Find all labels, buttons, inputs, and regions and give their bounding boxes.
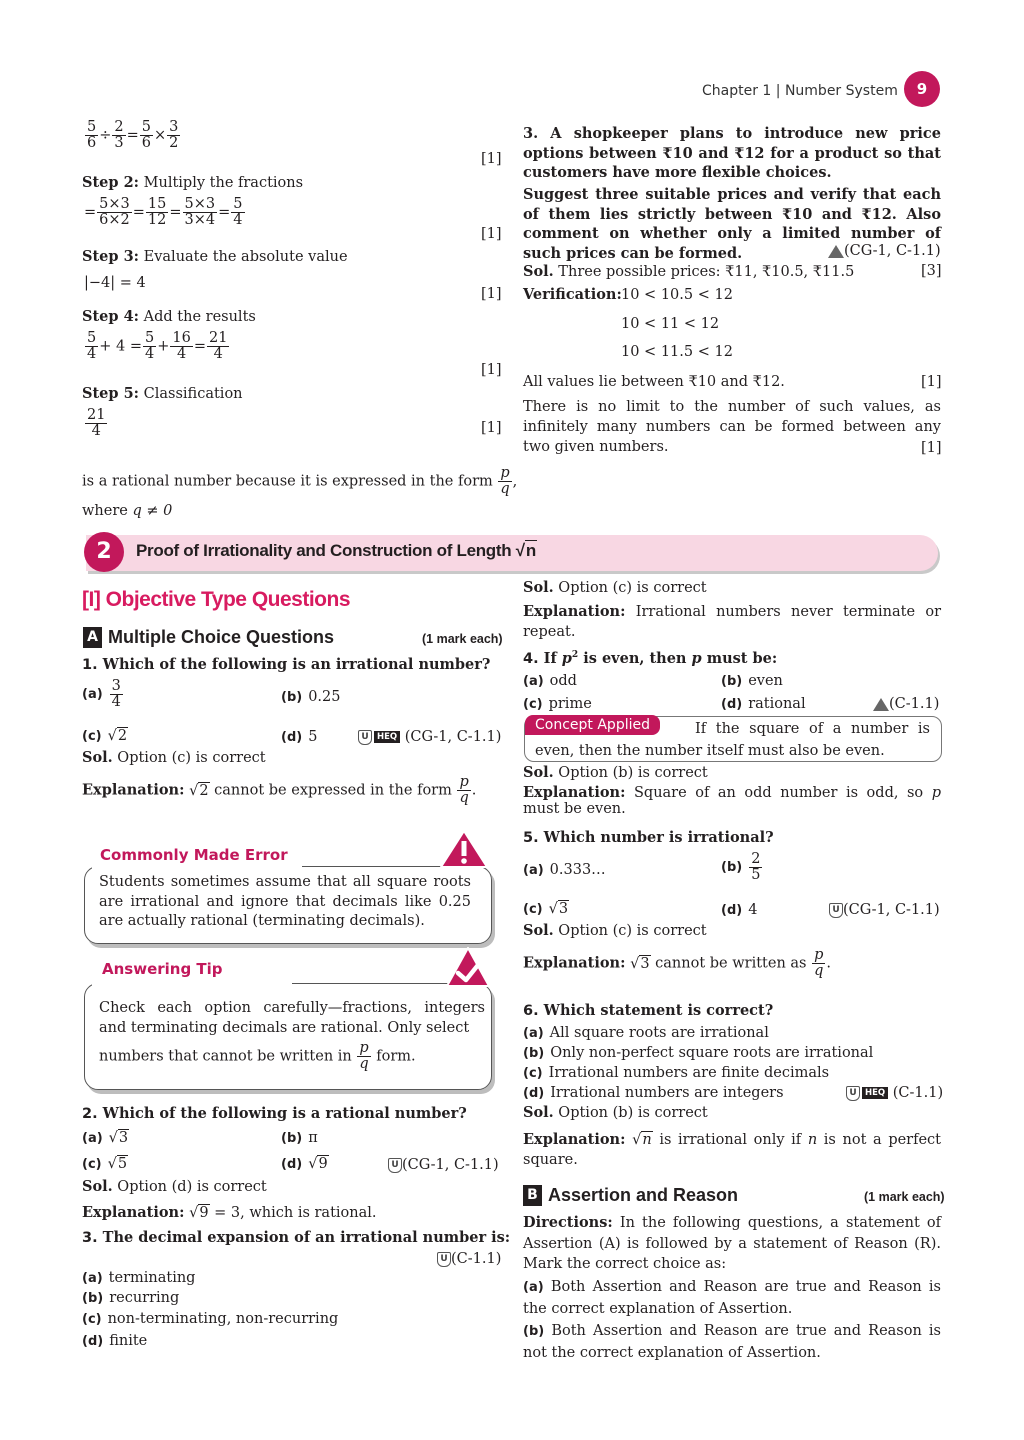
q2-solution: Sol. Option (d) is correct bbox=[82, 1178, 267, 1195]
verification-3: 10 < 11.5 < 12 bbox=[621, 344, 733, 360]
q2-text: 2. Which of the following is a rational number? bbox=[82, 1105, 467, 1122]
cme-title: Commonly Made Error bbox=[100, 846, 288, 864]
concept-applied-label: Concept Applied bbox=[525, 715, 660, 735]
verification-label: Verification: bbox=[523, 286, 622, 303]
analysis-badge-icon bbox=[828, 245, 844, 258]
q5-text: 5. Which number is irrational? bbox=[523, 829, 774, 846]
abs-value-equation: |−4| = 4 bbox=[84, 275, 146, 291]
q3-top-tag: (CG-1, C-1.1) bbox=[828, 243, 941, 259]
q6-option-b[interactable]: (b) Only non-perfect square roots are irrational bbox=[523, 1045, 874, 1061]
q5-explanation: Explanation: √3 cannot be written as $\frac{p}{q}$ . bbox=[523, 947, 832, 980]
mark: [1] bbox=[481, 420, 502, 436]
ar-marks: (1 mark each) bbox=[864, 1190, 945, 1204]
ar-letter-badge: B bbox=[523, 1185, 542, 1206]
q1-explanation: Explanation: √2 cannot be expressed in the form $\frac{p}{q}$ . bbox=[82, 774, 477, 807]
q3-option-d[interactable]: (d) finite bbox=[82, 1333, 148, 1349]
tip-text: Check each option carefully—fractions, integers and terminating decimals are rational. Only select bbox=[99, 1000, 485, 1036]
q4-explanation: Explanation: Square of an odd number is odd, so p must be even. bbox=[523, 784, 941, 817]
q3-top-solution: Sol. Three possible prices: ₹11, ₹10.5, ₹11.5 bbox=[523, 263, 855, 280]
q4-option-d[interactable]: (d) rational bbox=[721, 696, 806, 712]
concept-applied-text: If the square of a number is even, then the number itself must also be even. bbox=[535, 721, 930, 759]
ar-option-b[interactable]: (b) Both Assertion and Reason are true and Reason is not the correct explanation of Assertion. bbox=[523, 1323, 941, 1361]
q5-option-c[interactable]: (c) √3 bbox=[523, 901, 569, 917]
q5-tag: U (CG-1, C-1.1) bbox=[829, 902, 940, 918]
all-values-text: All values lie between ₹10 and ₹12. bbox=[523, 374, 785, 390]
q2-option-d[interactable]: (d) √9 bbox=[281, 1156, 328, 1172]
page-number: 9 bbox=[916, 80, 928, 98]
q2-explanation: Explanation: √9 = 3, which is rational. bbox=[82, 1204, 377, 1221]
section-title: Proof of Irrationality and Construction of Length √n bbox=[136, 541, 536, 560]
q2-option-c[interactable]: (c) √5 bbox=[82, 1156, 128, 1172]
q4-option-c[interactable]: (c) prime bbox=[523, 696, 592, 712]
cme-text: Students sometimes assume that all square roots are irrational and ignore that decimals like 0.25 are actually rational (terminating decimals). bbox=[99, 874, 471, 929]
q1-option-c[interactable]: (c) √2 bbox=[82, 728, 128, 744]
q5-option-a[interactable]: (a) 0.333… bbox=[523, 862, 606, 878]
tip-title: Answering Tip bbox=[102, 960, 223, 978]
understanding-badge-icon: U bbox=[388, 1158, 402, 1173]
understanding-badge-icon: U bbox=[829, 903, 843, 918]
q3-option-b[interactable]: (b) recurring bbox=[82, 1290, 180, 1306]
understanding-badge-icon: U bbox=[358, 730, 372, 745]
mcq-marks: (1 mark each) bbox=[422, 632, 503, 646]
q4-option-b[interactable]: (b) even bbox=[721, 673, 783, 689]
checkmark-icon bbox=[446, 947, 490, 987]
heq-badge: HEQ bbox=[862, 1087, 888, 1099]
chapter-title: Chapter 1 | Number System bbox=[702, 83, 898, 99]
verification-2: 10 < 11 < 12 bbox=[621, 316, 720, 332]
q3-top-text-2: Suggest three suitable prices and verify that each of them lies strictly between ₹10 and ₹12. Also comment on whether only a limited number of such prices can be formed. bbox=[523, 186, 941, 262]
mark: [1] bbox=[921, 440, 942, 456]
mark: [3] bbox=[921, 263, 942, 279]
objective-heading: [I] Objective Type Questions bbox=[82, 588, 351, 611]
q2-option-a[interactable]: (a) √3 bbox=[82, 1130, 129, 1146]
q3-option-a[interactable]: (a) terminating bbox=[82, 1270, 196, 1286]
q6-option-c[interactable]: (c) Irrational numbers are finite decimals bbox=[523, 1065, 830, 1081]
fraction-21-4: $\frac{21}{4}$ bbox=[87, 407, 106, 440]
q4-text: 4. If $p^2$ is even, then p must be: bbox=[523, 650, 778, 667]
heq-badge: HEQ bbox=[374, 731, 400, 743]
understanding-badge-icon: U bbox=[437, 1252, 451, 1267]
mcq-heading: Multiple Choice Questions bbox=[108, 627, 335, 647]
q5-option-d[interactable]: (d) 4 bbox=[721, 902, 758, 918]
ar-option-a[interactable]: (a) Both Assertion and Reason are true and Reason is the correct explanation of Assertion. bbox=[523, 1279, 942, 1317]
section-number: 2 bbox=[96, 539, 112, 564]
warning-triangle-icon bbox=[440, 830, 488, 868]
mark: [1] bbox=[481, 362, 502, 378]
q3-text: 3. The decimal expansion of an irrational number is: bbox=[82, 1229, 511, 1246]
mark: [1] bbox=[481, 151, 502, 167]
step-5: Step 5: Classification bbox=[82, 385, 243, 402]
q3-tag: U (C-1.1) bbox=[437, 1251, 501, 1267]
q6-option-a[interactable]: (a) All square roots are irrational bbox=[523, 1025, 769, 1041]
q1-option-d[interactable]: (d) 5 bbox=[281, 729, 318, 745]
mcq-letter-badge: A bbox=[83, 627, 102, 648]
page-number-badge bbox=[904, 71, 940, 107]
q6-option-d[interactable]: (d) Irrational numbers are integers bbox=[523, 1085, 784, 1101]
q1-text: 1. Which of the following is an irrational number? bbox=[82, 656, 491, 673]
equation-step-4: $\frac{5}{4}$ + 4 = $\frac{5}{4}$ + $\frac{16}{4}$ = $\frac{21}{4}$ bbox=[87, 330, 228, 363]
q3-top-text: 3. A shopkeeper plans to introduce new price options between ₹10 and ₹12 for a product so that customers have more flexible choices. bbox=[523, 125, 941, 181]
where-statement: where q ≠ 0 bbox=[82, 503, 173, 519]
equation-step-2: = $\frac{5\times 3}{6\times 2}$ = $\frac{15}{12}$ = $\frac{5\times 3}{3\times 4}$ = $\frac{5}{4}$ bbox=[84, 196, 243, 229]
understanding-badge-icon: U bbox=[846, 1086, 860, 1101]
q6-explanation: Explanation: √n is irrational only if n is not a perfect square. bbox=[523, 1131, 942, 1168]
mark: [1] bbox=[481, 286, 502, 302]
q1-option-b[interactable]: (b) 0.25 bbox=[281, 689, 341, 705]
q4-option-a[interactable]: (a) odd bbox=[523, 673, 577, 689]
q3-explanation-right: Explanation: Irrational numbers never terminate or repeat. bbox=[523, 603, 942, 640]
step-4: Step 4: Add the results bbox=[82, 308, 256, 325]
q6-text: 6. Which statement is correct? bbox=[523, 1002, 774, 1019]
section-number-badge bbox=[84, 532, 124, 572]
q2-tag: U (CG-1, C-1.1) bbox=[388, 1157, 499, 1173]
q4-solution: Sol. Option (b) is correct bbox=[523, 764, 708, 781]
verification-1: 10 < 10.5 < 12 bbox=[621, 287, 733, 303]
q1-tag: U HEQ (CG-1, C-1.1) bbox=[358, 729, 501, 745]
q3-solution-right: Sol. Option (c) is correct bbox=[523, 579, 707, 596]
equation-step-1: $\frac{5}{6}$ ÷ $\frac{2}{3}$ = $\frac{5}{6}$ × $\frac{3}{2}$ bbox=[87, 119, 179, 152]
no-limit-text: There is no limit to the number of such values, as infinitely many numbers can be formed between any two given numbers. bbox=[523, 399, 941, 455]
q5-solution: Sol. Option (c) is correct bbox=[523, 922, 707, 939]
analysis-badge-icon bbox=[873, 698, 889, 711]
step-2: Step 2: Multiply the fractions bbox=[82, 174, 304, 191]
q6-solution: Sol. Option (b) is correct bbox=[523, 1104, 708, 1121]
ar-directions: Directions: In the following questions, a statement of Assertion (A) is followed by a statement of Reason (R). Mark the correct choice as: bbox=[523, 1214, 942, 1272]
q2-option-b[interactable]: (b) π bbox=[281, 1130, 318, 1146]
q3-option-c[interactable]: (c) non-terminating, non-recurring bbox=[82, 1311, 339, 1327]
q1-solution: Sol. Option (c) is correct bbox=[82, 749, 266, 766]
q1-option-a[interactable]: (a) $\frac{3}{4}$ bbox=[82, 678, 121, 711]
mark: [1] bbox=[481, 226, 502, 242]
q6-tag: U HEQ (C-1.1) bbox=[846, 1085, 943, 1101]
mark: [1] bbox=[921, 374, 942, 390]
step-3: Step 3: Evaluate the absolute value bbox=[82, 248, 348, 265]
tip-text-2: numbers that cannot be written in $\frac{p}{q}$ form. bbox=[99, 1040, 416, 1073]
q5-option-b[interactable]: (b) $\frac{2}{5}$ bbox=[721, 851, 761, 884]
rational-statement: is a rational number because it is expressed in the form $\frac{p}{q}$ , bbox=[82, 465, 518, 498]
q4-tag: (C-1.1) bbox=[873, 696, 939, 712]
ar-heading: Assertion and Reason bbox=[548, 1185, 739, 1205]
